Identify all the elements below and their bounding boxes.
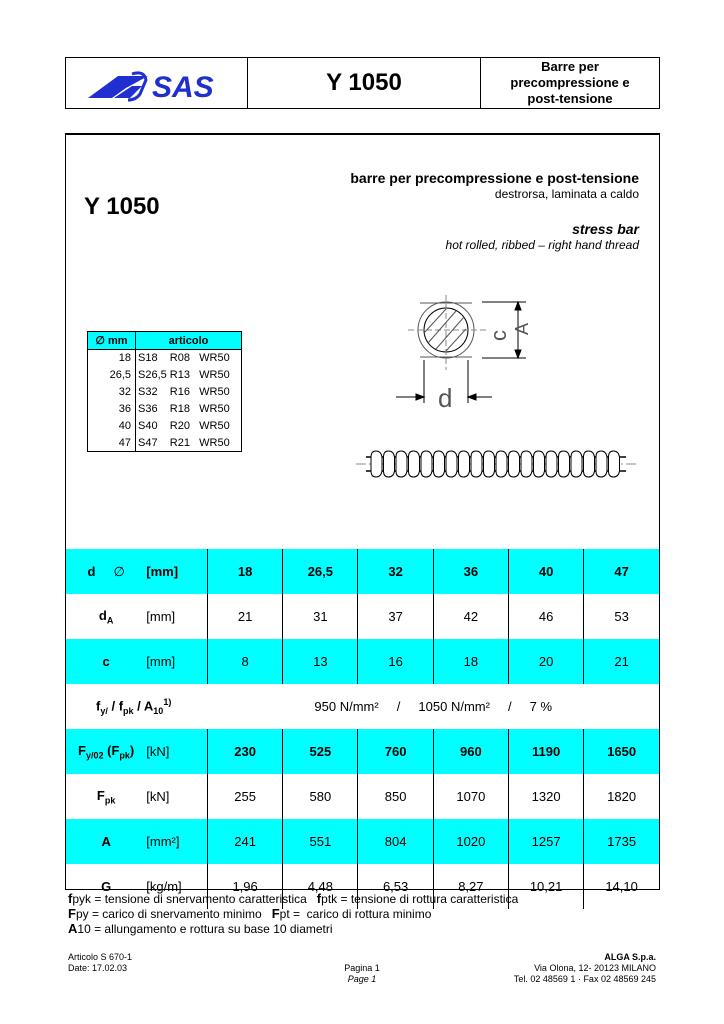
page-title: Y 1050: [84, 193, 160, 220]
value-cell: 1650: [584, 729, 659, 774]
subtitle-english: hot rolled, ribbed – right hand thread: [445, 238, 639, 252]
value-cell: 36: [433, 549, 508, 594]
value-cell: 241: [207, 819, 282, 864]
intro-italian: [350, 170, 639, 201]
table-row: [66, 774, 659, 819]
cell-diameter: 36: [88, 401, 136, 418]
unit: [kN]: [146, 774, 207, 819]
value-cell: 8,27: [433, 864, 508, 909]
thread-rib: [421, 451, 432, 477]
description-line: post-tensione: [527, 91, 613, 106]
header-diameter: ∅ mm: [88, 332, 136, 350]
cell-article: S32 R16 WR50: [136, 384, 242, 401]
cell-article: S40 R20 WR50: [136, 418, 242, 435]
thread-rib: [484, 451, 495, 477]
value-cell: 1257: [508, 819, 583, 864]
table-row: [88, 350, 242, 367]
thread-rib: [521, 451, 532, 477]
value-cell: 21: [207, 594, 282, 639]
product-description: [481, 58, 659, 108]
thread-rib: [596, 451, 607, 477]
value-cell: 1070: [433, 774, 508, 819]
footer-page-it: Page 1: [347, 974, 377, 984]
symbol-a: A: [66, 819, 146, 864]
unit: [mm]: [146, 639, 207, 684]
value-cell: 1,96: [207, 864, 282, 909]
thread-rib: [496, 451, 507, 477]
unit: [kg/m]: [146, 864, 207, 909]
title-english: stress bar: [572, 221, 639, 237]
value-cell: 760: [358, 729, 433, 774]
intro-english: [446, 221, 639, 252]
table-row: [88, 435, 242, 452]
value-cell: 804: [358, 819, 433, 864]
table-row: [88, 384, 242, 401]
value-cell: 1190: [508, 729, 583, 774]
value-cell: 10,21: [508, 864, 583, 909]
title-italian: barre per precompressione e post-tensione: [350, 170, 639, 186]
cell-diameter: 32: [88, 384, 136, 401]
footer-left: [68, 952, 132, 974]
table-row: [66, 594, 659, 639]
footer-phone: Tel. 02 48569 1 · Fax 02 48569 245: [513, 974, 656, 984]
footer-right: [514, 952, 656, 985]
value-cell: 16: [358, 639, 433, 684]
thread-rib: [584, 451, 595, 477]
value-cell: 37: [358, 594, 433, 639]
cell-article: S36 R18 WR50: [136, 401, 242, 418]
thread-rib: [446, 451, 457, 477]
table-row: [88, 418, 242, 435]
thread-rib: [434, 451, 445, 477]
thread-rib: [609, 451, 620, 477]
unit: [mm]: [146, 594, 207, 639]
articles-table: [87, 331, 242, 452]
value-cell: 42: [433, 594, 508, 639]
value-cell: 580: [283, 774, 358, 819]
thread-rib: [384, 451, 395, 477]
value-cell: 1820: [607, 789, 637, 804]
description-line: precompressione e: [510, 75, 630, 90]
logo-text: SAS: [152, 71, 214, 104]
bar-drawing: [296, 285, 646, 485]
table-row: [88, 367, 242, 384]
cell-diameter: 47: [88, 435, 136, 452]
value-cell: 4,48: [283, 864, 358, 909]
label-d: d: [438, 383, 453, 413]
sas-logo-icon: [66, 58, 248, 110]
footnote-line: A10 = allungamento e rottura su base 10 diametri: [68, 921, 333, 936]
value-cell: 525: [283, 729, 358, 774]
value-cell: 1320: [508, 774, 583, 819]
value-cell: 255: [207, 774, 282, 819]
value-cell: 26,5: [283, 549, 358, 594]
value-cell: 32: [358, 549, 433, 594]
value-cell: 46: [508, 594, 583, 639]
properties-table: [66, 549, 659, 909]
table-row: [66, 549, 659, 594]
cell-article: S26,5 R13 WR50: [136, 367, 242, 384]
value-cell: 8: [207, 639, 282, 684]
value-cell: 18: [433, 639, 508, 684]
unit: [kN]: [146, 729, 207, 774]
unit: [mm]: [146, 549, 207, 594]
value-cell: 1020: [433, 819, 508, 864]
header-article: articolo: [136, 332, 242, 350]
label-da: A: [512, 322, 532, 335]
symbol-da: $d_A$: [98, 607, 114, 626]
value-cell: 18: [207, 549, 282, 594]
value-cell: 6,53: [358, 864, 433, 909]
table-row: [88, 401, 242, 418]
symbol-g: G: [101, 879, 112, 894]
value-cell: 14,10: [605, 879, 638, 894]
thread-rib: [459, 451, 470, 477]
footer-article: Articolo S 670-1: [68, 952, 133, 962]
table-row: [66, 684, 659, 729]
thread-rib: [509, 451, 520, 477]
value-cell: 31: [283, 594, 358, 639]
symbol-strength: $f_{y/} / f_{pk} / A_{10}^{1)}$: [96, 697, 172, 716]
value-cell: 1735: [584, 819, 659, 864]
cell-diameter: 26,5: [88, 367, 136, 384]
value-cell: 21: [584, 639, 659, 684]
main-frame: [65, 133, 660, 894]
symbol-fpk: $F_{pk}$: [96, 787, 116, 806]
value-cell: 20: [508, 639, 583, 684]
table-row: [66, 729, 659, 774]
thread-rib: [546, 451, 557, 477]
cell-diameter: 18: [88, 350, 136, 367]
value-cell: 960: [433, 729, 508, 774]
value-cell: 40: [508, 549, 583, 594]
value-cell: 13: [283, 639, 358, 684]
footer-date: Date: 17.02.03: [68, 963, 128, 973]
table-row: [66, 639, 659, 684]
thread-rib: [371, 451, 382, 477]
symbol-c: c: [66, 639, 146, 684]
footer-address: Via Olona, 12- 20123 MILANO: [534, 963, 656, 973]
document-header: [65, 57, 660, 109]
cell-article: S47 R21 WR50: [136, 435, 242, 452]
unit: [mm²]: [146, 819, 207, 864]
footer-company: ALGA S.p.a.: [604, 952, 656, 962]
strength-values: 950 N/mm² / 1050 N/mm² / 7 %: [314, 699, 553, 714]
product-code: Y 1050: [248, 58, 481, 108]
footnote-line: Fpy = carico di snervamento minimo Fpt = carico di rottura minimo: [68, 906, 432, 921]
symbol-fy: $F_{y/02}$ $(F_{pk})$: [66, 729, 146, 774]
thread-rib: [471, 451, 482, 477]
thread-rib: [396, 451, 407, 477]
cell-article: S18 R08 WR50: [136, 350, 242, 367]
footnote-line: fpyk = tensione di snervamento caratteristica fptk = tensione di rottura caratteristica: [68, 891, 519, 906]
thread-rib: [559, 451, 570, 477]
footer-center: [332, 963, 392, 985]
value-cell: 230: [207, 729, 282, 774]
value-cell: 551: [283, 819, 358, 864]
subtitle-italian: destrorsa, laminata a caldo: [494, 187, 639, 201]
table-row: [66, 819, 659, 864]
footer-page: Pagina 1: [344, 963, 380, 973]
value-cell: 47: [584, 549, 659, 594]
label-c: c: [486, 330, 511, 341]
company-logo: [66, 58, 248, 108]
thread-rib: [571, 451, 582, 477]
value-cell: 53: [614, 609, 629, 624]
thread-rib: [409, 451, 420, 477]
thread-rib: [534, 451, 545, 477]
symbol-d: d ∅: [66, 549, 146, 594]
value-cell: 850: [358, 774, 433, 819]
description-line: Barre per: [541, 59, 599, 74]
cell-diameter: 40: [88, 418, 136, 435]
